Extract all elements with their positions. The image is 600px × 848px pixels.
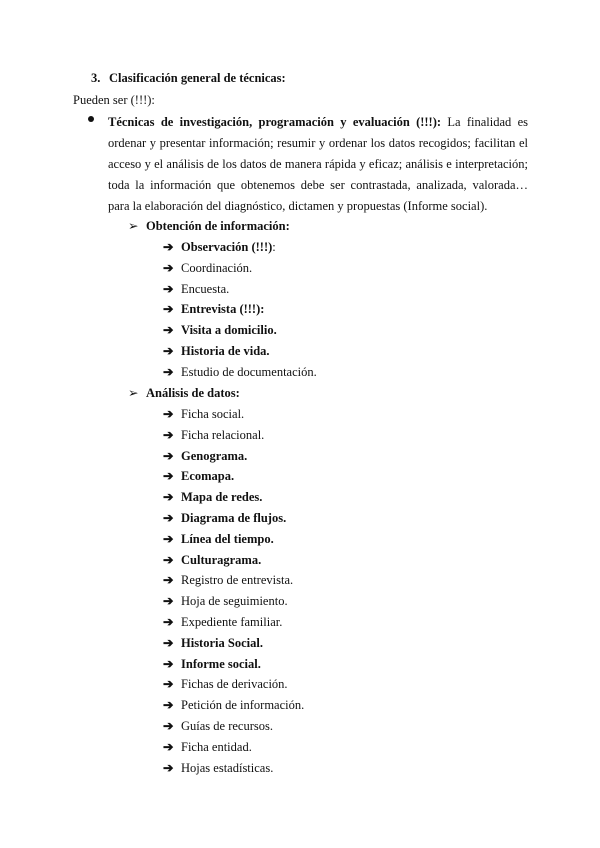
arrow-right-icon: ➔ bbox=[163, 469, 174, 484]
paragraph-text bbox=[108, 112, 528, 217]
list-item bbox=[163, 468, 234, 484]
arrow-right-icon: ➔ bbox=[163, 656, 174, 671]
bullet-dot-icon bbox=[88, 116, 94, 122]
subheading-analisis-label: Análisis de datos: bbox=[146, 386, 240, 400]
arrow-right-icon: ➔ bbox=[163, 490, 174, 505]
list-item-label: Genograma. bbox=[181, 448, 248, 463]
list-item bbox=[163, 614, 282, 630]
arrow-right-icon: ➔ bbox=[163, 594, 174, 609]
arrow-right-icon: ➔ bbox=[163, 240, 174, 254]
list-item-label: Fichas de derivación. bbox=[181, 677, 288, 692]
list-item bbox=[163, 489, 262, 505]
list-item-label: Ficha social. bbox=[181, 407, 245, 421]
arrow-right-icon: ➔ bbox=[163, 260, 174, 275]
list-item bbox=[163, 552, 261, 568]
list-item-label: Culturagrama. bbox=[181, 552, 262, 567]
list-item bbox=[163, 718, 273, 734]
list-item bbox=[163, 448, 247, 464]
list-item bbox=[163, 427, 264, 443]
arrow-right-icon: ➔ bbox=[163, 407, 174, 421]
list-item bbox=[163, 343, 270, 359]
list-item-label: Guías de recursos. bbox=[181, 719, 273, 733]
arrow-right-icon: ➔ bbox=[163, 427, 174, 442]
arrow-right-icon: ➔ bbox=[163, 760, 174, 775]
list-item-label: Mapa de redes. bbox=[181, 490, 263, 505]
arrow-right-icon: ➔ bbox=[163, 448, 174, 463]
arrow-right-icon: ➔ bbox=[163, 719, 174, 733]
list-item-label: Encuesta. bbox=[181, 281, 230, 296]
list-item bbox=[163, 260, 252, 276]
arrow-right-icon: ➔ bbox=[163, 573, 174, 588]
arrow-right-icon: ➔ bbox=[163, 552, 174, 567]
list-item bbox=[163, 281, 229, 297]
arrow-right-icon: ➔ bbox=[163, 323, 174, 338]
list-item-label: Historia de vida. bbox=[181, 344, 270, 358]
arrow-right-icon: ➔ bbox=[163, 302, 174, 317]
arrow-right-icon: ➔ bbox=[163, 511, 174, 525]
arrow-right-icon: ➔ bbox=[163, 615, 174, 629]
list-item bbox=[163, 406, 244, 422]
list-item-label: Hoja de seguimiento. bbox=[181, 594, 288, 609]
list-item-label: Registro de entrevista. bbox=[181, 573, 294, 588]
list-item-label: Hojas estadísticas. bbox=[181, 760, 274, 775]
list-item-label: Expediente familiar. bbox=[181, 615, 283, 629]
list-item bbox=[163, 593, 288, 609]
list-item-label: Visita a domicilio. bbox=[181, 323, 277, 338]
list-item-label: Línea del tiempo. bbox=[181, 531, 274, 546]
intro-text: Pueden ser (!!!): bbox=[73, 93, 155, 107]
arrow-right-icon: ➔ bbox=[163, 281, 174, 296]
list-item-label: Ficha entidad. bbox=[181, 739, 252, 754]
arrow-right-icon: ➔ bbox=[163, 698, 174, 713]
arrow-right-icon: ➔ bbox=[163, 531, 174, 546]
list-item-label: Informe social. bbox=[181, 656, 261, 671]
list-item bbox=[163, 322, 277, 338]
list-item bbox=[163, 301, 264, 317]
arrow-right-icon: ➔ bbox=[163, 677, 174, 692]
list-item-label: Coordinación. bbox=[181, 260, 253, 275]
list-item-label: Ecomapa. bbox=[181, 469, 235, 484]
list-item-label: Ficha relacional. bbox=[181, 427, 265, 442]
list-item bbox=[163, 510, 286, 526]
list-item bbox=[163, 239, 276, 255]
list-item bbox=[163, 697, 304, 713]
list-item-suffix: : bbox=[272, 240, 276, 254]
arrow-right-icon: ➔ bbox=[163, 364, 174, 379]
list-item-label: Estudio de documentación. bbox=[181, 364, 317, 379]
section-title: Clasificación general de técnicas: bbox=[109, 71, 286, 85]
list-item bbox=[163, 656, 261, 672]
arrowhead-icon: ➢ bbox=[128, 386, 139, 400]
arrowhead-icon: ➢ bbox=[128, 219, 139, 233]
list-item bbox=[163, 739, 252, 755]
list-item-label: Observación (!!!) bbox=[181, 240, 273, 254]
paragraph-body: La finalidad es ordenar y presentar información; resumir y ordenar los datos recogidos; facilitan el acceso y el análisis de los datos de manera rápida y eficaz; análisis e interpretación; toda la información que obtenemos debe ser contrastada, analizada, valorada… para la elaboración del diagnóstico, dictamen y propuestas (Informe social). bbox=[108, 115, 528, 213]
list-item bbox=[163, 364, 317, 380]
list-item-label: Historia Social. bbox=[181, 635, 263, 650]
subheading-obtencion bbox=[128, 218, 290, 234]
list-item-label: Entrevista (!!!): bbox=[181, 302, 265, 317]
section-number: 3. bbox=[91, 71, 101, 85]
list-item bbox=[163, 572, 293, 588]
subheading-obtencion-label: Obtención de información: bbox=[146, 219, 290, 233]
subheading-analisis bbox=[128, 385, 240, 401]
bullet-paragraph bbox=[88, 112, 528, 217]
paragraph-bold-lead: Técnicas de investigación, programación y evaluación (!!!): bbox=[108, 115, 442, 129]
arrow-right-icon: ➔ bbox=[163, 739, 174, 754]
list-item bbox=[163, 531, 274, 547]
arrow-right-icon: ➔ bbox=[163, 635, 174, 650]
list-item-label: Diagrama de flujos. bbox=[181, 511, 287, 525]
list-item bbox=[163, 635, 263, 651]
list-item bbox=[163, 676, 288, 692]
section-heading bbox=[91, 71, 286, 86]
list-item-label: Petición de información. bbox=[181, 698, 305, 713]
arrow-right-icon: ➔ bbox=[163, 344, 174, 358]
list-item bbox=[163, 760, 273, 776]
